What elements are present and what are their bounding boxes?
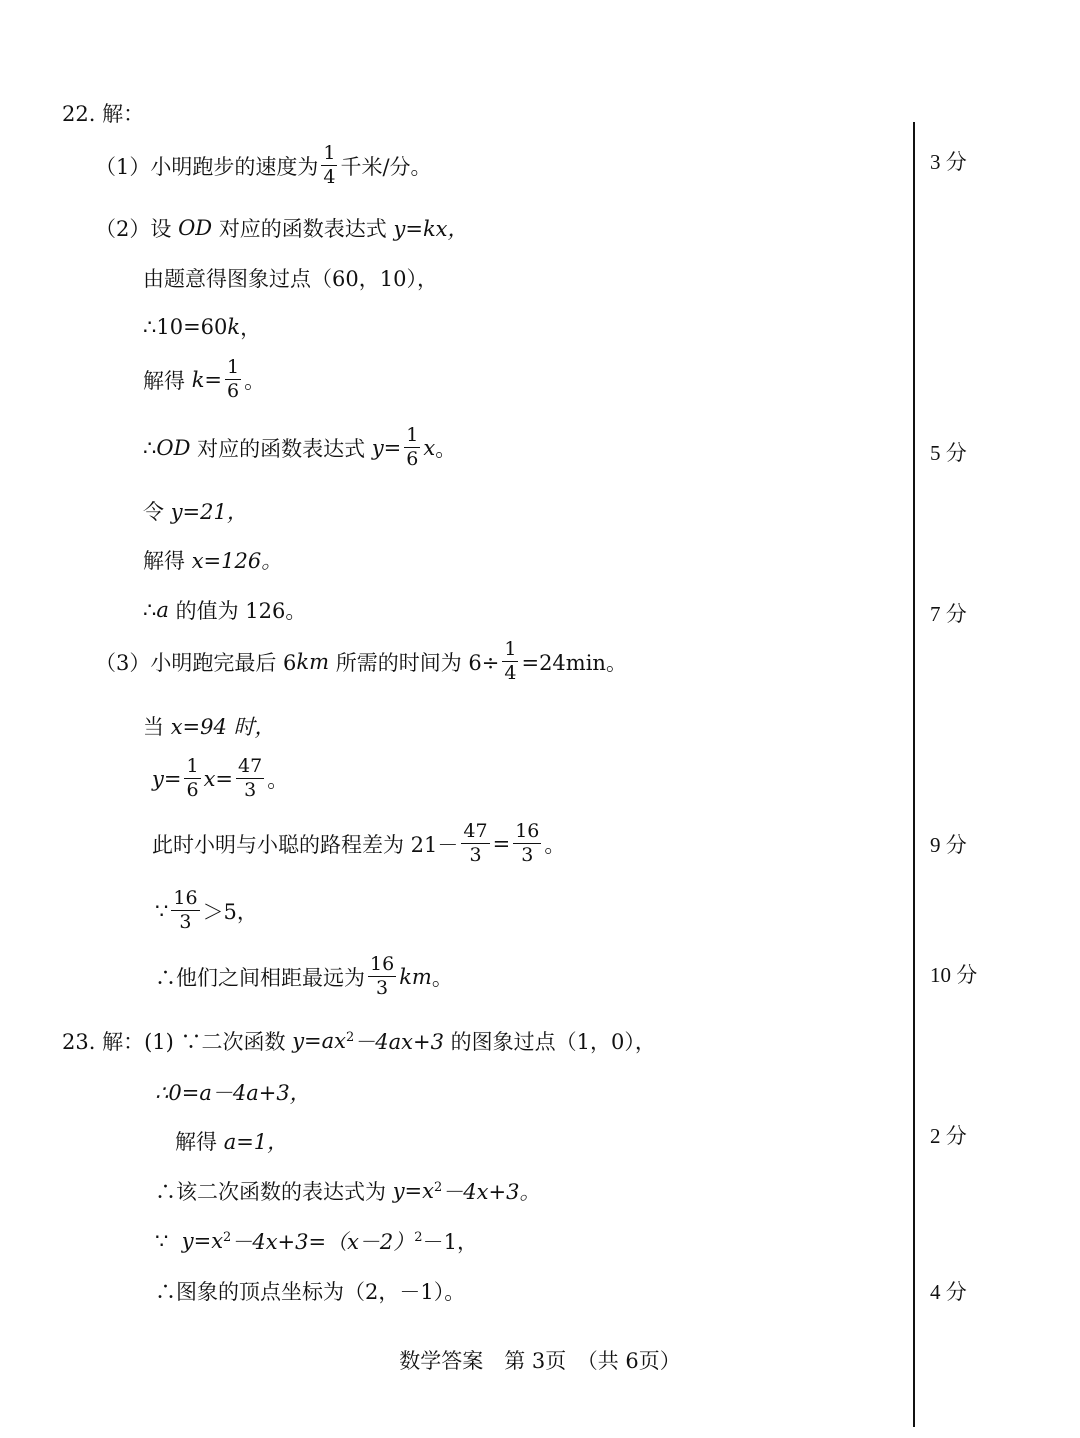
q22-part2-line7: 解得 x=126。 bbox=[143, 549, 283, 573]
score-label: 10 分 bbox=[930, 963, 978, 987]
q23-line1: 23. 解：(1) ∵二次函数 y=ax $^2$ －4ax+3 的图象过点（1，0）， bbox=[62, 1029, 656, 1054]
score-label: 5 分 bbox=[930, 441, 967, 465]
q23-line3: 解得 a=1， bbox=[175, 1130, 289, 1154]
q22-part2-line5: ∴ OD 对应的函数表达式 y= $\frac{1}{6}$ x 。 bbox=[143, 424, 457, 470]
q22-part2-line3: ∴10=60 k ， bbox=[143, 315, 262, 340]
q22-part3-line5: ∵ $\frac{16}{3}$ ＞5， bbox=[155, 887, 258, 933]
q22-part3-line2: 当 x=94 时， bbox=[143, 715, 276, 739]
score-label: 7 分 bbox=[930, 602, 967, 626]
q22-header: 22. 解： bbox=[62, 102, 145, 126]
score-column-divider bbox=[913, 122, 915, 1427]
q22-part2-line4: 解得 k= $\frac{1}{6}$ 。 bbox=[143, 356, 266, 402]
q22-part2-line8: ∴ a 的值为 126。 bbox=[143, 598, 307, 623]
q22-part2-line6: 令 y=21， bbox=[143, 500, 248, 524]
q22-part2-line1: （2）设 OD 对应的函数表达式 y=kx， bbox=[95, 216, 469, 241]
q22-part3-line3: y= $\frac{1}{6}$ x= $\frac{47}{3}$ 。 bbox=[152, 755, 289, 801]
q23-line2: ∴0=a－4a+3， bbox=[155, 1081, 311, 1105]
score-label: 4 分 bbox=[930, 1280, 967, 1304]
q23-line6: ∴图象的顶点坐标为（2，－1）。 bbox=[155, 1280, 466, 1304]
page-footer: 数学答案 第 3页 （共 6页） bbox=[399, 1349, 681, 1373]
q23-line4: ∴该二次函数的表达式为 y=x $^2$ －4x+3。 bbox=[155, 1179, 541, 1204]
score-label: 3 分 bbox=[930, 150, 967, 174]
q22-part3-line1: （3）小明跑完最后 6 km 所需的时间为 6÷ $\frac{1}{4}$ =24min。 bbox=[95, 638, 627, 684]
q22-part3-line6: ∴他们之间相距最远为 $\frac{16}{3}$ km 。 bbox=[155, 953, 453, 999]
score-label: 2 分 bbox=[930, 1124, 967, 1148]
q22-part1: （1）小明跑步的速度为 $\frac{1}{4}$ 千米/分。 bbox=[95, 142, 432, 188]
fraction: $\frac{1}{4}$ bbox=[323, 142, 336, 188]
q23-line5: ∵ y=x $^2$ －4x+3=（x－2） $^2$ －1， bbox=[155, 1229, 478, 1254]
score-label: 9 分 bbox=[930, 833, 967, 857]
q22-part3-line4: 此时小明与小聪的路程差为 21－ $\frac{47}{3}$ = $\frac{16}{3}$ 。 bbox=[152, 820, 566, 866]
q22-part2-line2: 由题意得图象过点（60，10）， bbox=[143, 267, 438, 291]
